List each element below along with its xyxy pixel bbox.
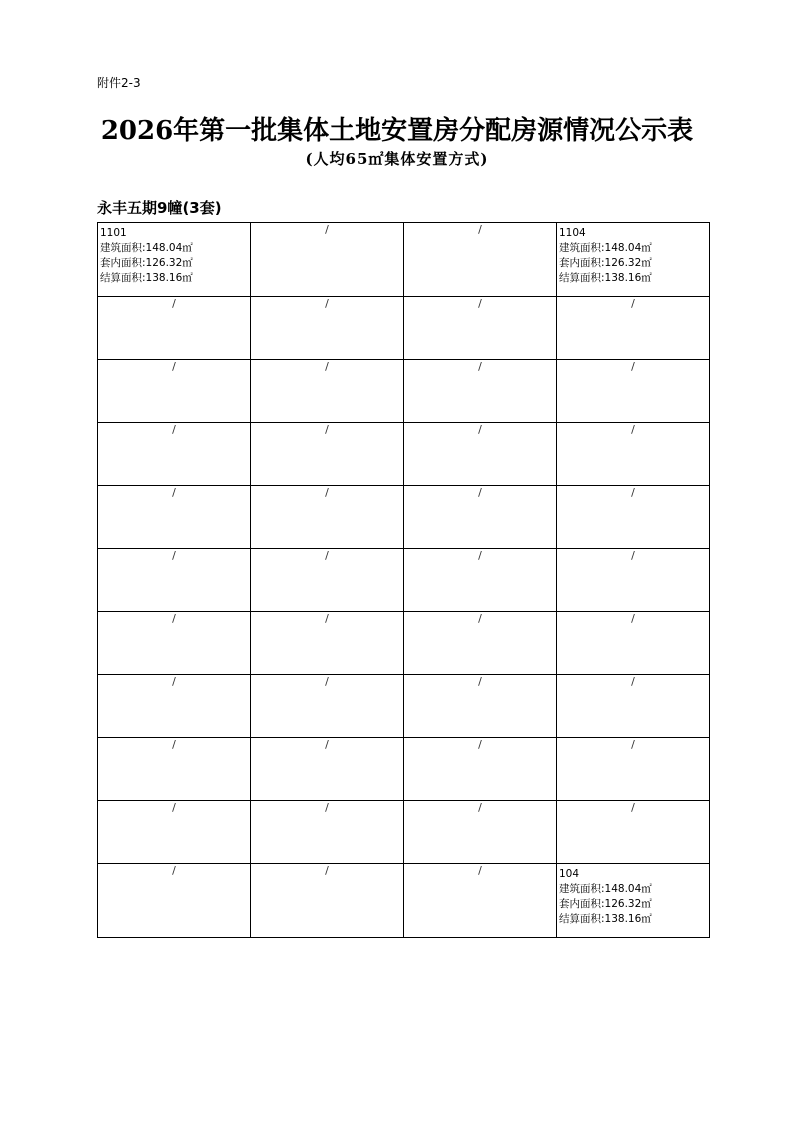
empty-slot-mark: / xyxy=(631,360,635,373)
table-row xyxy=(98,738,710,801)
table-cell xyxy=(251,675,404,738)
unit-area-line: 结算面积:138.16㎡ xyxy=(559,272,652,284)
empty-slot-mark: / xyxy=(478,549,482,562)
empty-slot-mark: / xyxy=(631,423,635,436)
table-cell xyxy=(404,423,557,486)
table-cell xyxy=(557,549,710,612)
empty-slot-mark: / xyxy=(478,612,482,625)
table-row xyxy=(98,549,710,612)
empty-slot-mark: / xyxy=(325,486,329,499)
table-cell xyxy=(251,738,404,801)
empty-slot-mark: / xyxy=(478,864,482,877)
empty-slot-mark: / xyxy=(631,738,635,751)
table-cell xyxy=(557,738,710,801)
empty-slot-mark: / xyxy=(631,486,635,499)
unit-area-line: 结算面积:138.16㎡ xyxy=(100,272,193,284)
empty-slot-mark: / xyxy=(478,223,482,236)
empty-slot-mark: / xyxy=(325,423,329,436)
table-row xyxy=(98,675,710,738)
table-cell xyxy=(557,864,710,938)
table-row xyxy=(98,297,710,360)
table-row xyxy=(98,612,710,675)
table-cell xyxy=(251,423,404,486)
table-row xyxy=(98,864,710,938)
table-cell xyxy=(557,223,710,297)
empty-slot-mark: / xyxy=(172,738,176,751)
table-cell xyxy=(98,423,251,486)
page-subtitle: (人均65㎡集体安置方式) xyxy=(305,150,489,168)
empty-slot-mark: / xyxy=(631,549,635,562)
empty-slot-mark: / xyxy=(325,297,329,310)
table-cell xyxy=(404,486,557,549)
table-row xyxy=(98,801,710,864)
table-cell xyxy=(557,297,710,360)
page-title: 2026年第一批集体土地安置房分配房源情况公示表 xyxy=(100,116,694,146)
unit-info xyxy=(98,223,250,286)
table-cell xyxy=(404,612,557,675)
table-cell xyxy=(98,801,251,864)
table-cell xyxy=(404,738,557,801)
table-cell xyxy=(404,223,557,297)
empty-slot-mark: / xyxy=(478,297,482,310)
table-cell xyxy=(251,864,404,938)
table-cell xyxy=(98,738,251,801)
table-cell xyxy=(251,223,404,297)
unit-area-line: 套内面积:126.32㎡ xyxy=(559,898,652,910)
empty-slot-mark: / xyxy=(172,423,176,436)
unit-number: 104 xyxy=(559,868,580,880)
empty-slot-mark: / xyxy=(172,864,176,877)
empty-slot-mark: / xyxy=(172,801,176,814)
empty-slot-mark: / xyxy=(325,738,329,751)
empty-slot-mark: / xyxy=(631,801,635,814)
empty-slot-mark: / xyxy=(325,549,329,562)
building-label: 永丰五期9幢(3套) xyxy=(97,199,222,217)
empty-slot-mark: / xyxy=(478,486,482,499)
table-cell xyxy=(98,675,251,738)
empty-slot-mark: / xyxy=(478,801,482,814)
table-cell xyxy=(251,549,404,612)
unit-number: 1104 xyxy=(559,227,586,239)
empty-slot-mark: / xyxy=(172,297,176,310)
unit-area-line: 套内面积:126.32㎡ xyxy=(100,257,193,269)
empty-slot-mark: / xyxy=(325,864,329,877)
unit-info xyxy=(557,864,709,927)
table-cell xyxy=(557,675,710,738)
table-cell xyxy=(557,801,710,864)
table-cell xyxy=(404,864,557,938)
empty-slot-mark: / xyxy=(172,612,176,625)
unit-area-line: 套内面积:126.32㎡ xyxy=(559,257,652,269)
unit-area-line: 建筑面积:148.04㎡ xyxy=(559,242,652,254)
table-row xyxy=(98,360,710,423)
empty-slot-mark: / xyxy=(478,423,482,436)
unit-area-line: 建筑面积:148.04㎡ xyxy=(100,242,193,254)
empty-slot-mark: / xyxy=(172,549,176,562)
housing-allocation-table xyxy=(97,222,710,938)
attachment-label: 附件2-3 xyxy=(97,76,141,90)
table-cell xyxy=(98,297,251,360)
table-cell xyxy=(404,675,557,738)
empty-slot-mark: / xyxy=(478,675,482,688)
table-cell xyxy=(251,612,404,675)
unit-info xyxy=(557,223,709,286)
empty-slot-mark: / xyxy=(172,486,176,499)
empty-slot-mark: / xyxy=(631,612,635,625)
table-cell xyxy=(251,486,404,549)
table-cell xyxy=(98,360,251,423)
unit-number: 1101 xyxy=(100,227,127,239)
table-cell xyxy=(404,360,557,423)
table-row xyxy=(98,223,710,297)
table-cell xyxy=(98,486,251,549)
table-cell xyxy=(98,549,251,612)
empty-slot-mark: / xyxy=(478,360,482,373)
empty-slot-mark: / xyxy=(631,675,635,688)
table-body xyxy=(98,223,710,938)
table-cell xyxy=(98,223,251,297)
table-row xyxy=(98,486,710,549)
table-cell xyxy=(98,864,251,938)
table-cell xyxy=(98,612,251,675)
empty-slot-mark: / xyxy=(478,738,482,751)
table-cell xyxy=(557,486,710,549)
table-cell xyxy=(404,297,557,360)
unit-area-line: 建筑面积:148.04㎡ xyxy=(559,883,652,895)
table-cell xyxy=(251,801,404,864)
empty-slot-mark: / xyxy=(172,675,176,688)
empty-slot-mark: / xyxy=(325,675,329,688)
empty-slot-mark: / xyxy=(325,360,329,373)
unit-area-line: 结算面积:138.16㎡ xyxy=(559,913,652,925)
table-cell xyxy=(404,801,557,864)
table-row xyxy=(98,423,710,486)
table-cell xyxy=(404,549,557,612)
table-cell xyxy=(557,360,710,423)
empty-slot-mark: / xyxy=(325,223,329,236)
table-cell xyxy=(251,297,404,360)
table-cell xyxy=(251,360,404,423)
table-cell xyxy=(557,612,710,675)
empty-slot-mark: / xyxy=(172,360,176,373)
empty-slot-mark: / xyxy=(325,801,329,814)
empty-slot-mark: / xyxy=(325,612,329,625)
table-cell xyxy=(557,423,710,486)
empty-slot-mark: / xyxy=(631,297,635,310)
